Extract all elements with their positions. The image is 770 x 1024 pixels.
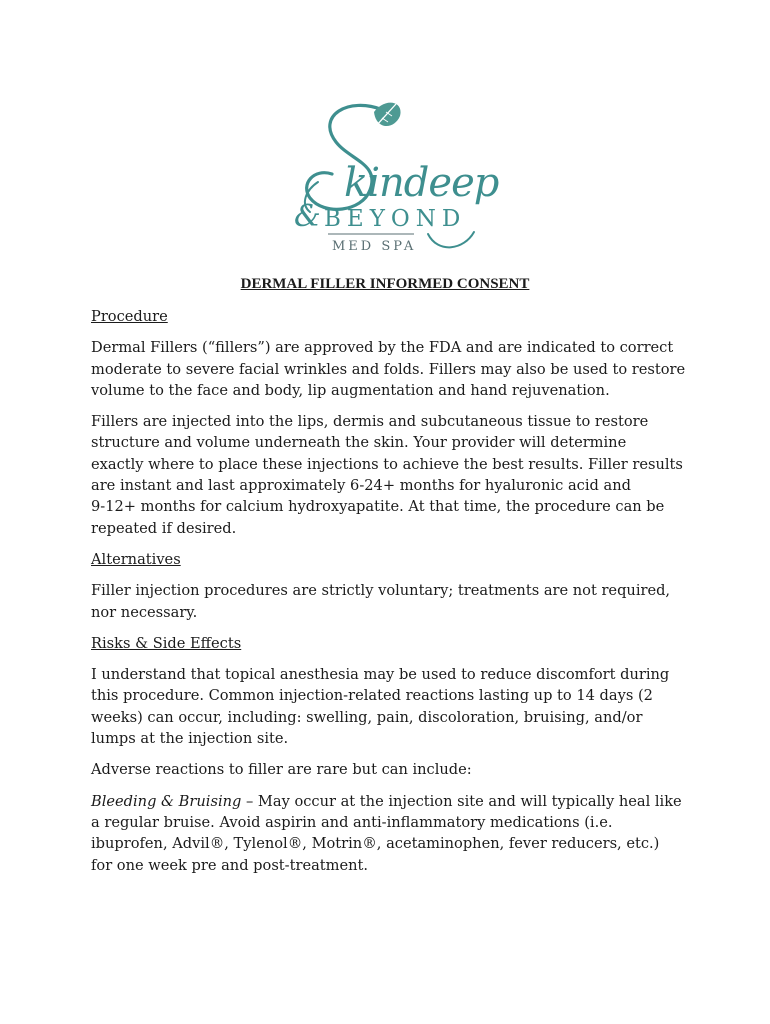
risks-paragraph-1 (91, 664, 691, 749)
company-logo (288, 94, 510, 260)
document-title: DERMAL FILLER INFORMED CONSENT (240, 276, 530, 292)
text-line: this procedure. Common injection-related reactions lasting up to 14 days (2 (91, 687, 653, 705)
text-line: Fillers are injected into the lips, dermis and subcutaneous tissue to restore (91, 413, 649, 431)
section-heading-procedure: Procedure (91, 308, 168, 325)
section-heading-risks: Risks & Side Effects (91, 634, 242, 652)
text-line (91, 791, 691, 812)
bleeding-bruising-paragraph (91, 791, 691, 876)
text-line: lumps at the injection site. (91, 730, 289, 748)
text-line: Filler injection procedures are strictly voluntary; treatments are not required, (91, 582, 671, 600)
text-line: nor necessary. (91, 603, 198, 621)
text-line: volume to the face and body, lip augmentation and hand rejuvenation. (91, 381, 610, 399)
text-line: ibuprofen, Advil®, Tylenol®, Motrin®, acetaminophen, fever reducers, etc.) (91, 835, 660, 853)
bleeding-term: Bleeding & Bruising (91, 792, 242, 810)
text-line: Adverse reactions to filler are rare but can include: (91, 761, 472, 779)
document-body (91, 306, 691, 886)
text-line: for one week pre and post-treatment. (91, 856, 369, 874)
text-line: moderate to severe facial wrinkles and folds. Fillers may also be used to restore (91, 360, 686, 378)
text-line: a regular bruise. Avoid aspirin and anti-inflammatory medications (i.e. (91, 813, 613, 831)
text-line: weeks) can occur, including: swelling, pain, discoloration, bruising, and/or (91, 708, 643, 726)
text-line: are instant and last approximately 6-24+ months for hyaluronic acid and (91, 477, 631, 495)
logo-sub-brand: BEYOND (324, 206, 467, 232)
text-line: I understand that topical anesthesia may be used to reduce discomfort during (91, 666, 670, 684)
text-line: 9-12+ months for calcium hydroxyapatite. At that time, the procedure can be (91, 498, 665, 516)
text-line: repeated if desired. (91, 519, 237, 537)
text-line: Dermal Fillers (“fillers”) are approved by the FDA and are indicated to correct (91, 339, 674, 357)
leaf-icon (374, 103, 401, 126)
risks-paragraph-2 (91, 759, 691, 780)
section-heading-alternatives: Alternatives (91, 550, 181, 568)
logo-ampersand: & (294, 199, 321, 234)
procedure-paragraph-2 (91, 411, 691, 539)
text-line: exactly where to place these injections to achieve the best results. Filler results (91, 455, 683, 473)
logo-brand-text: kindeep (344, 160, 499, 206)
procedure-paragraph-1 (91, 337, 691, 401)
bleeding-text: – May occur at the injection site and will typically heal like (241, 792, 682, 810)
logo-tagline: MED SPA (332, 239, 417, 254)
alternatives-paragraph (91, 580, 691, 623)
text-line: structure and volume underneath the skin. Your provider will determine (91, 434, 627, 452)
